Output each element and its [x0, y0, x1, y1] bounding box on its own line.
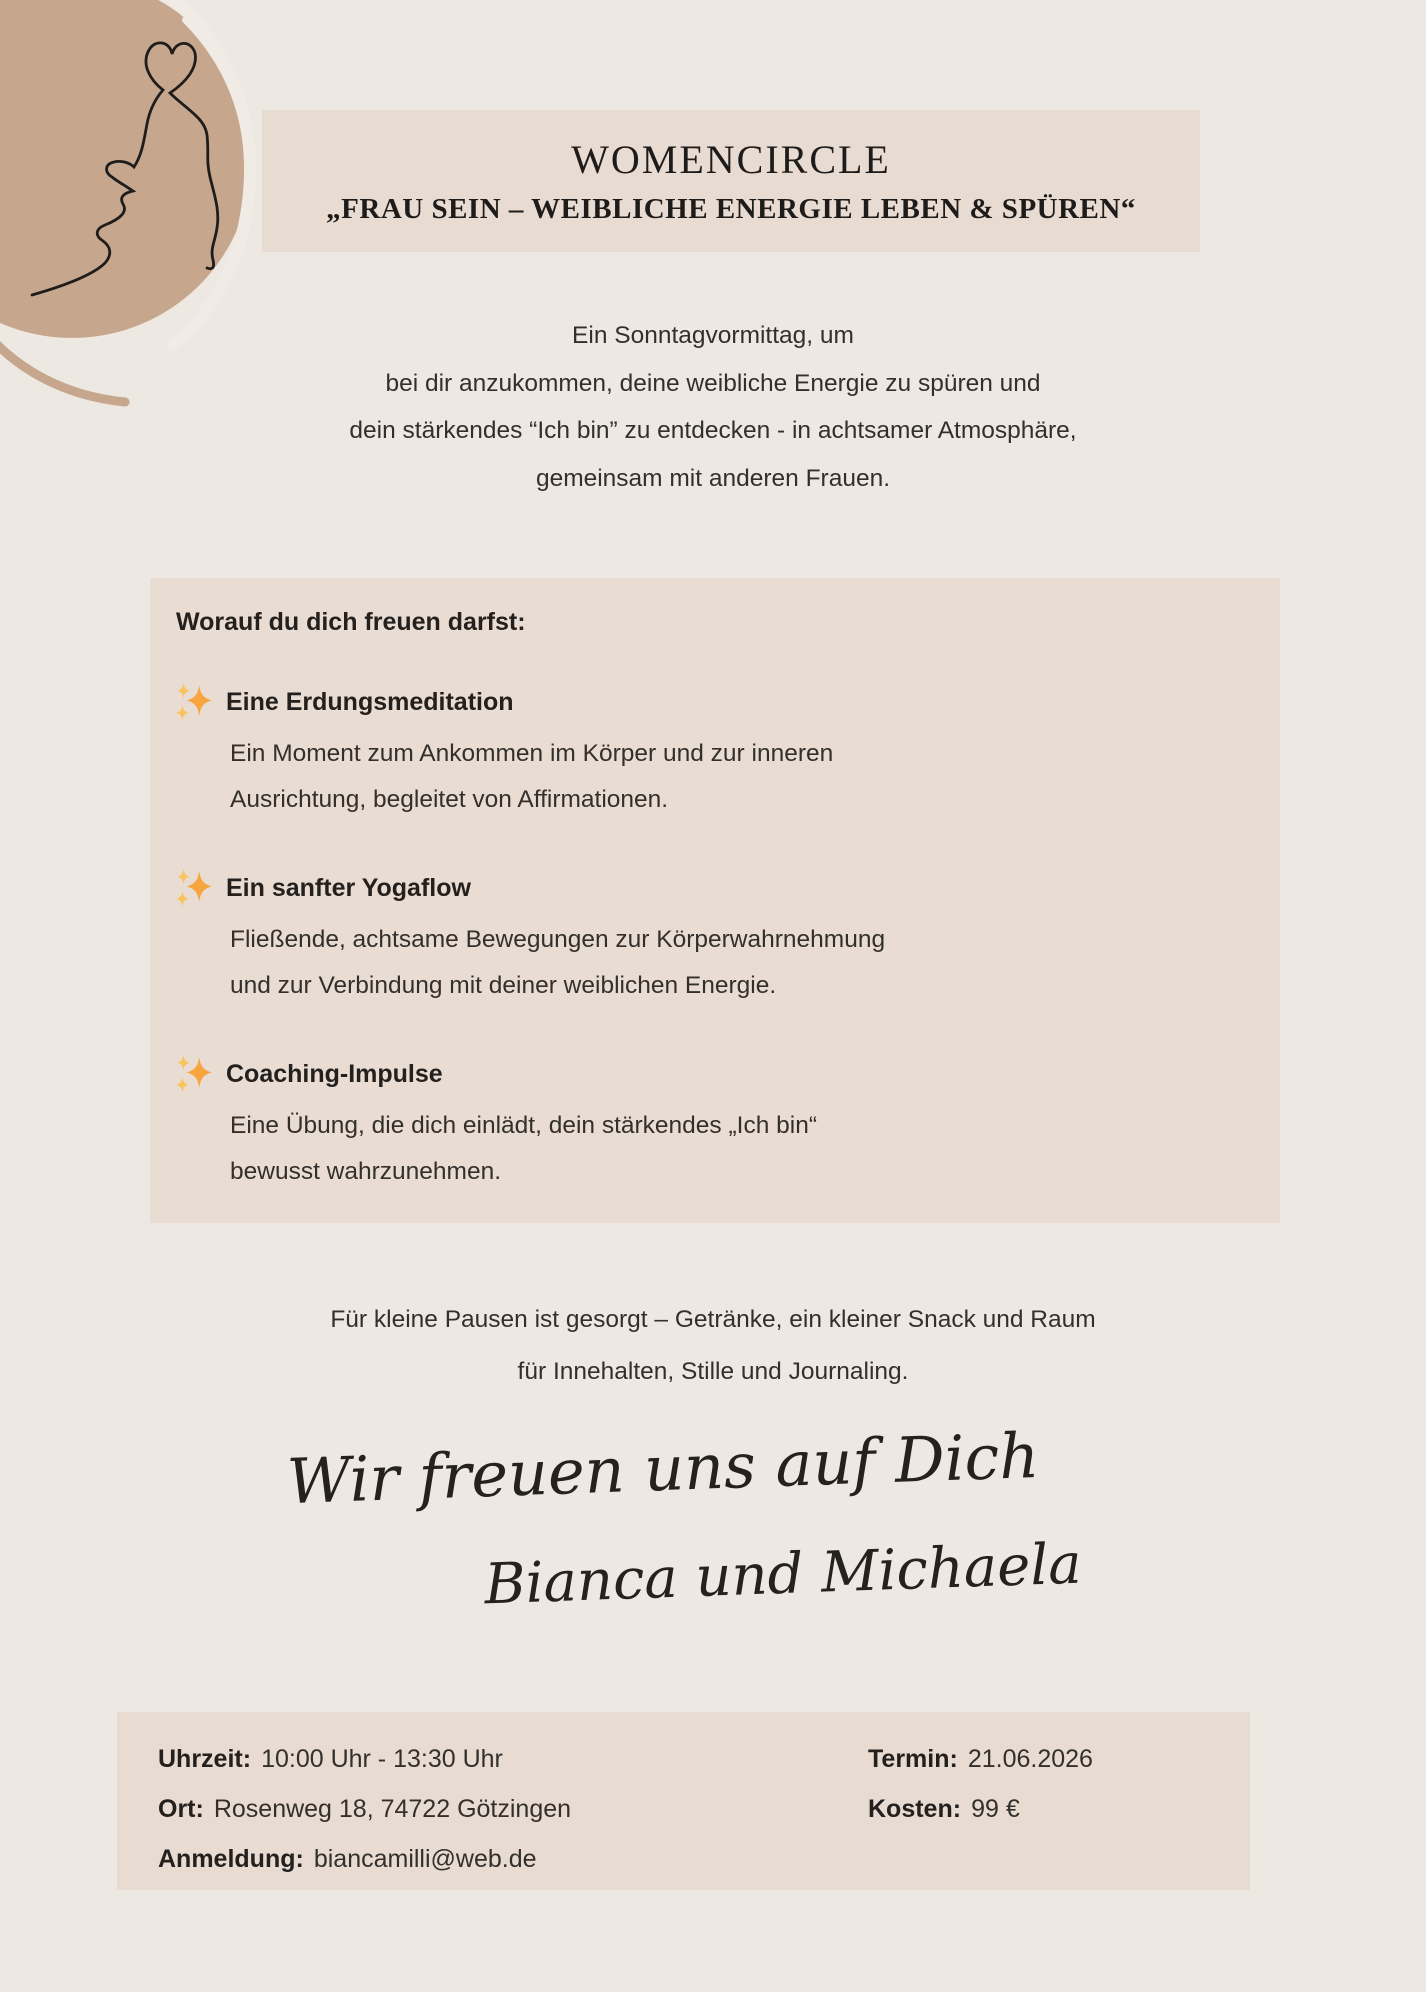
highlight-desc-line: Ausrichtung, begleitet von Affirmationen.	[230, 786, 669, 813]
detail-location	[158, 1784, 571, 1834]
event-details-box	[117, 1712, 1250, 1890]
detail-label: Ort:	[158, 1795, 204, 1823]
highlights-heading: Worauf du dich freuen darfst:	[176, 608, 526, 636]
intro-line: bei dir anzukommen, deine weibliche Energie zu spüren und	[385, 369, 1041, 397]
highlight-title: Coaching-Impulse	[226, 1059, 443, 1088]
highlight-description	[230, 917, 1244, 1009]
highlight-desc-line: Eine Übung, die dich einlädt, dein stärkendes „Ich bin“	[230, 1112, 817, 1139]
detail-registration	[158, 1834, 571, 1884]
detail-label: Kosten:	[868, 1795, 962, 1823]
detail-date	[868, 1734, 1093, 1784]
closing-message: Wir freuen uns auf Dich	[285, 1418, 1041, 1519]
details-right-column	[868, 1734, 1093, 1834]
highlight-item	[174, 681, 1244, 823]
detail-time	[158, 1734, 571, 1784]
detail-value: Rosenweg 18, 74722 Götzingen	[213, 1795, 572, 1823]
highlight-description	[230, 731, 1244, 823]
highlights-box	[150, 578, 1280, 1223]
intro-line: gemeinsam mit anderen Frauen.	[535, 464, 891, 492]
pause-note	[0, 1294, 1426, 1398]
details-left-column	[158, 1734, 571, 1884]
event-subtitle: „FRAU SEIN – WEIBLICHE ENERGIE LEBEN & SPÜREN“	[326, 193, 1136, 225]
intro-line: Ein Sonntagvormittag, um	[572, 322, 854, 349]
intro-line: dein stärkendes “Ich bin” zu entdecken - in achtsamer Atmosphäre,	[349, 417, 1077, 444]
highlight-desc-line: bewusst wahrzunehmen.	[230, 1158, 502, 1185]
detail-value: 21.06.2026	[967, 1745, 1093, 1773]
sparkle-icon	[174, 1053, 216, 1095]
sparkle-icon	[174, 867, 216, 909]
highlight-item	[174, 867, 1244, 1009]
highlight-item	[174, 1053, 1244, 1195]
highlight-title: Ein sanfter Yogaflow	[226, 873, 471, 902]
intro-paragraph	[0, 312, 1426, 502]
detail-label: Uhrzeit:	[158, 1745, 252, 1773]
highlight-title: Eine Erdungsmeditation	[226, 687, 514, 716]
header-banner	[262, 110, 1200, 252]
detail-value: 99 €	[971, 1795, 1020, 1823]
sparkle-icon	[174, 681, 216, 723]
detail-value: 10:00 Uhr - 13:30 Uhr	[261, 1745, 503, 1773]
pause-note-line: Für kleine Pausen ist gesorgt – Getränke, ein kleiner Snack und Raum	[330, 1306, 1096, 1333]
highlight-description	[230, 1103, 1244, 1195]
closing-signature: Bianca und Michaela	[483, 1531, 1083, 1618]
bottom-edge-strip	[0, 1992, 1426, 2000]
detail-label: Termin:	[868, 1745, 958, 1773]
detail-value: biancamilli@web.de	[313, 1845, 537, 1873]
detail-cost	[868, 1784, 1093, 1834]
detail-label: Anmeldung:	[158, 1845, 304, 1873]
highlight-desc-line: Ein Moment zum Ankommen im Körper und zur inneren	[230, 740, 834, 767]
highlight-desc-line: Fließende, achtsame Bewegungen zur Körperwahrnehmung	[230, 926, 886, 953]
pause-note-line: für Innehalten, Stille und Journaling.	[517, 1358, 909, 1385]
event-title: WOMENCIRCLE	[571, 137, 891, 182]
highlight-desc-line: und zur Verbindung mit deiner weiblichen Energie.	[230, 972, 777, 999]
